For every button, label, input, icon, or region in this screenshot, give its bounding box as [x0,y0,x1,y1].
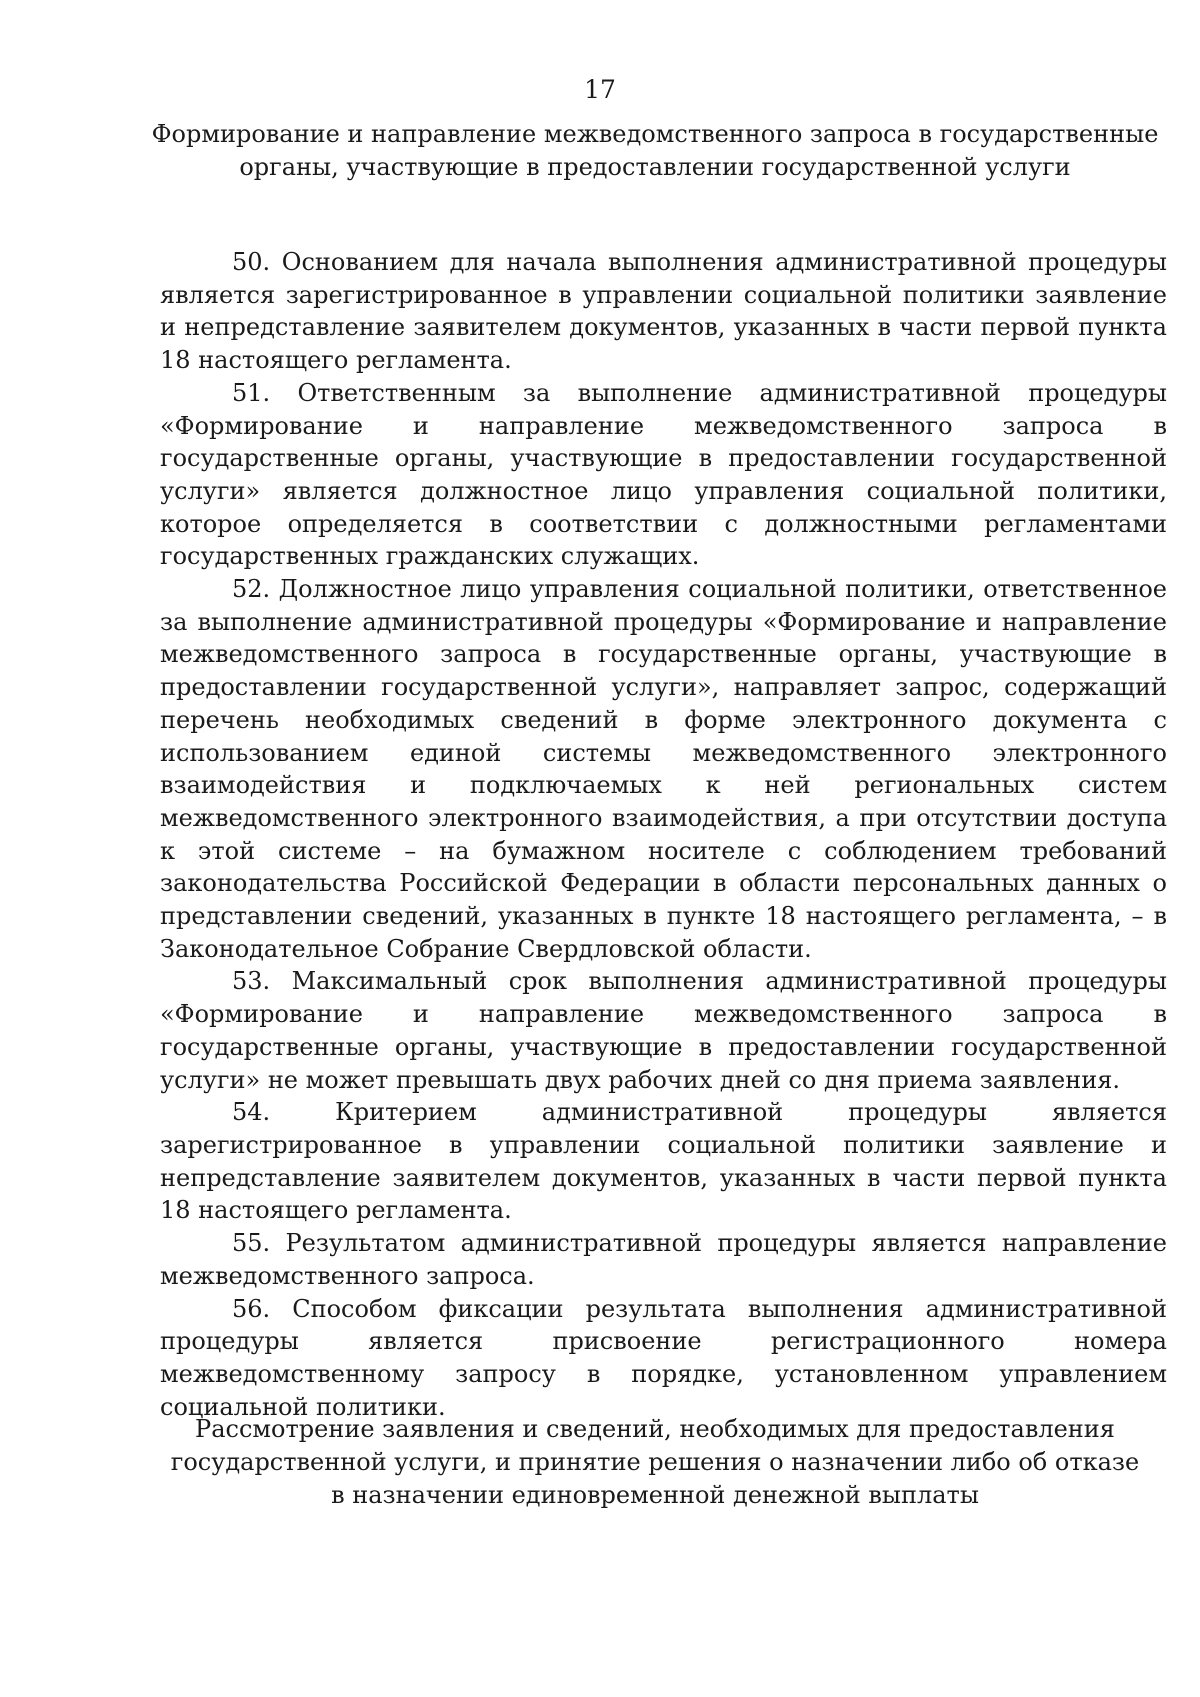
paragraph-text: Должностное лицо управления социальной политики, ответственное за выполнение административной процедуры «Формирование и направление межведомственного запроса в государственные органы, участвующие в предоставлении государственной услуги», направляет запрос, содержащий перечень необходимых сведений в форме электронного документа с использованием единой системы межведомственного электронного взаимодействия и подключаемых к ней региональных систем межведомственного электронного взаимодействия, а при отсутствии доступа к этой системе – на бумажном носителе с соблюдением требований законодательства Российской Федерации в области персональных данных о представлении сведений, указанных в пункте 18 настоящего регламента, – в Законодательное Собрание Свердловской области. [160,575,1167,963]
paragraph-text: Критерием административной процедуры является зарегистрированное в управлении социальной политики заявление и непредставление заявителем документов, указанных в части первой пункта 18 настоящего регламента. [160,1098,1167,1225]
paragraph-text: Результатом административной процедуры является направление межведомственного запроса. [160,1229,1167,1290]
paragraph-52 [160,573,1167,965]
paragraph-number: 52. [232,575,271,604]
paragraph-56 [160,1293,1167,1424]
heading-line: Формирование и направление межведомственного запроса в государственные [151,120,1159,148]
heading-line: в назначении единовременной денежной выплаты [331,1481,979,1509]
paragraph-54 [160,1096,1167,1227]
page-number: 17 [584,75,616,104]
section-heading-application-review [150,1413,1160,1512]
paragraph-text: Основанием для начала выполнения административной процедуры является зарегистрированное в управлении социальной политики заявление и непредставление заявителем документов, указанных в части первой пункта 18 настоящего регламента. [160,248,1167,375]
paragraph-number: 51. [232,378,271,407]
paragraph-number: 55. [232,1229,271,1258]
heading-line: государственной услуги, и принятие решения о назначении либо об отказе [170,1448,1140,1476]
paragraph-51 [160,377,1167,573]
paragraph-53 [160,965,1167,1096]
paragraph-text: Ответственным за выполнение административной процедуры «Формирование и направление межведомственного запроса в государственные органы, участвующие в предоставлении государственной услуги» является должностное лицо управления социальной политики, которое определяется в соответствии с должностными регламентами государственных гражданских служащих. [160,378,1168,571]
paragraph-50 [160,246,1167,377]
paragraph-number: 50. [232,248,271,276]
paragraph-number: 56. [232,1294,271,1323]
paragraph-number: 54. [232,1098,271,1127]
document-body [160,246,1167,1423]
paragraph-55 [160,1227,1167,1292]
section-heading-interagency-request [150,118,1160,184]
heading-line: Рассмотрение заявления и сведений, необходимых для предоставления [195,1415,1115,1443]
paragraph-number: 53. [232,967,271,996]
heading-line: органы, участвующие в предоставлении государственной услуги [239,153,1071,181]
paragraph-text: Способом фиксации результата выполнения административной процедуры является присвоение регистрационного номера межведомственному запросу в порядке, установленном управлением социальной политики. [160,1294,1167,1421]
paragraph-text: Максимальный срок выполнения административной процедуры «Формирование и направление межведомственного запроса в государственные органы, участвующие в предоставлении государственной услуги» не может превышать двух рабочих дней со дня приема заявления. [160,967,1167,1094]
